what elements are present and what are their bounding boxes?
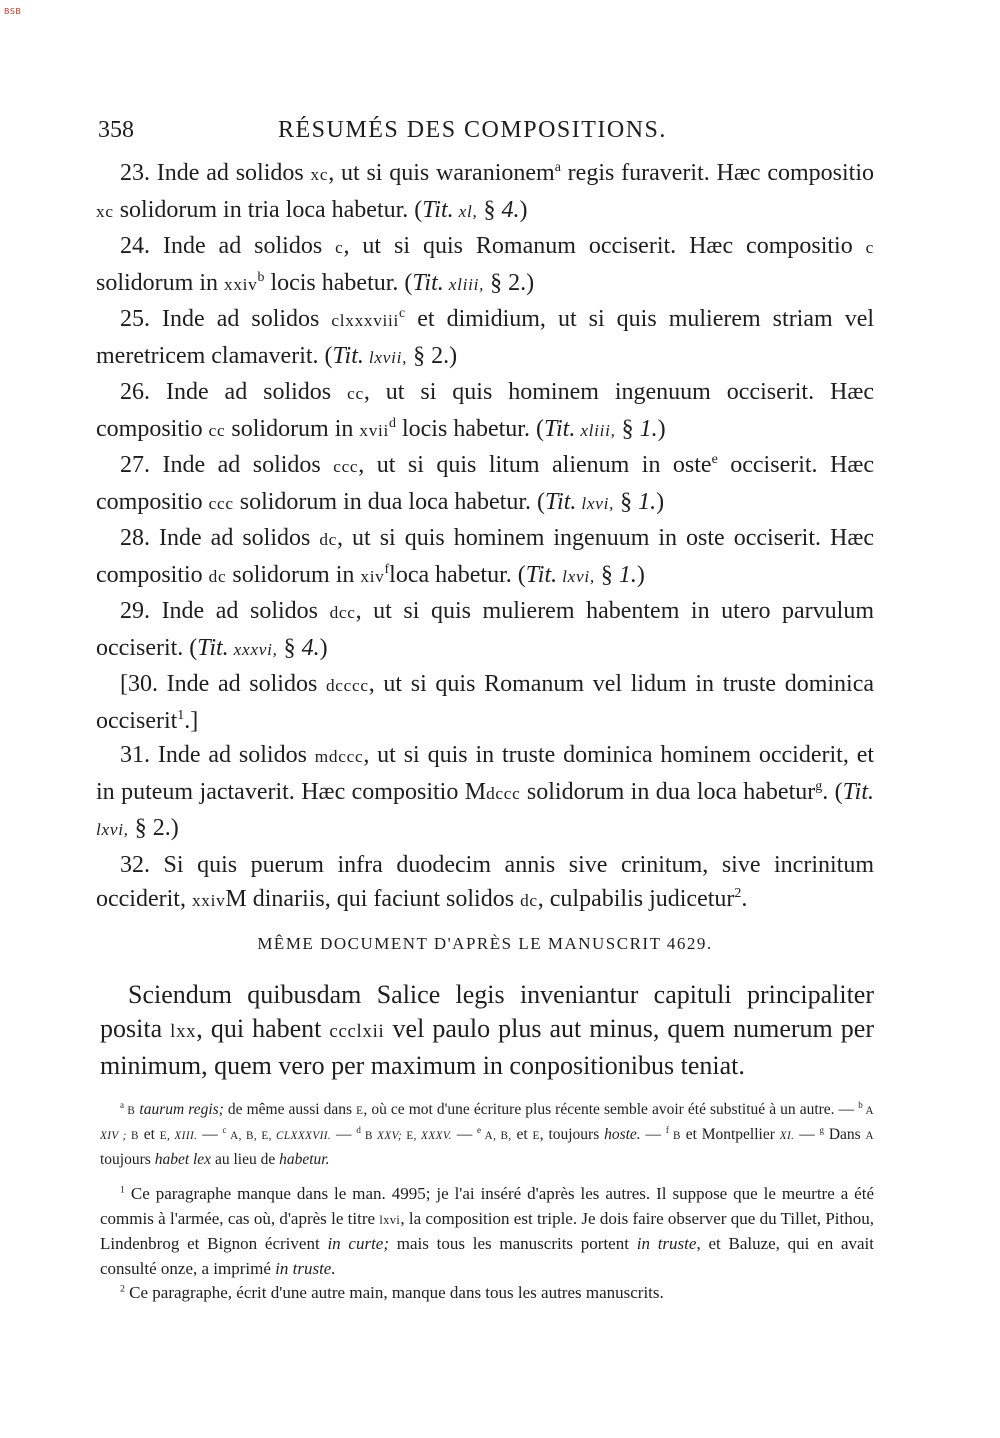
text-run: § xyxy=(594,561,619,588)
text-run: 29. xyxy=(120,598,150,624)
text-run: B xyxy=(360,1130,373,1142)
text-run: dccc xyxy=(486,783,521,803)
text-run: , ut si quis Romanum vel lidum in truste dominica occiserit xyxy=(96,671,875,734)
text-run: XXV; xyxy=(372,1130,403,1142)
library-stamp: BSB xyxy=(4,7,22,16)
text-run: ccclxii xyxy=(329,1021,385,1042)
text-run: xliii, xyxy=(443,274,485,294)
text-run: XI. xyxy=(779,1130,795,1142)
text-run: [30. xyxy=(120,671,158,697)
text-run: Tit. xyxy=(545,488,577,515)
text-run: 4. xyxy=(501,196,520,223)
intro-paragraph xyxy=(100,978,874,1083)
text-run: E xyxy=(159,1130,167,1142)
entry-32 xyxy=(96,848,874,919)
text-run: , ut si quis hominem ingenuum occiserit. Hæc compositio xyxy=(96,379,875,442)
text-run: Inde ad solidos xyxy=(161,598,330,624)
text-run: lxvi xyxy=(379,1212,401,1227)
text-run: et dimidium, ut si quis mulierem striam vel meretricem clamaverit. ( xyxy=(96,306,875,369)
text-run: taurum regis; xyxy=(135,1101,224,1118)
text-run: dc xyxy=(208,566,227,586)
text-run: solidorum in dua loca habetur. ( xyxy=(233,488,546,515)
text-run: 25. xyxy=(120,306,150,332)
text-run: XIV ; xyxy=(100,1130,127,1142)
text-run: , ut si quis hominem ingenuum in oste occiserit. Hæc compositio xyxy=(96,525,875,588)
text-run: c xyxy=(399,306,406,321)
text-run: lxvi, xyxy=(557,566,595,586)
text-run: Tit. xyxy=(197,634,229,661)
text-run: xxxvi, xyxy=(228,639,278,659)
text-run: d xyxy=(356,1124,361,1135)
text-run: a xyxy=(554,160,561,175)
entry-25 xyxy=(96,302,874,375)
text-run: vel paulo plus aut minus, quem numerum per minimum, quem vero per maximum in conpositionibus teniat. xyxy=(100,1014,875,1080)
text-run: xl, xyxy=(453,201,478,221)
text-run: d xyxy=(389,415,396,431)
text-run: cc xyxy=(347,384,364,403)
text-run: § 2.) xyxy=(128,815,179,841)
text-run: — xyxy=(331,1126,357,1143)
footnote-1 xyxy=(100,1182,874,1281)
text-run: xc xyxy=(310,165,329,184)
text-run: 1 xyxy=(120,1184,125,1196)
text-run: — xyxy=(794,1126,820,1143)
text-run: et Montpellier xyxy=(680,1126,780,1143)
text-run: 26. xyxy=(120,379,150,405)
text-run: solidorum in dua loca habetur xyxy=(520,778,816,805)
text-run: lxvi, xyxy=(96,820,129,839)
text-run: 28. xyxy=(120,525,150,551)
text-run: A xyxy=(865,1130,875,1142)
numbered-footnotes xyxy=(100,1182,874,1306)
text-run: f xyxy=(384,561,390,577)
text-run: et xyxy=(511,1126,533,1143)
text-run: XXXV. xyxy=(416,1130,452,1142)
text-run: clxxxviii xyxy=(331,311,400,330)
text-run: , la composition est triple. Je dois faire observer que du Tillet, Pithou, Lindenbrog et Bignon écrivent xyxy=(100,1208,874,1253)
text-run: Inde ad solidos xyxy=(166,671,326,697)
text-run: — xyxy=(197,1126,223,1143)
text-run: solidorum in tria loca habetur. ( xyxy=(113,196,423,223)
text-run: hoste. xyxy=(604,1126,641,1143)
text-run: habetur. xyxy=(279,1151,330,1168)
text-run: Si quis puerum infra duodecim annis sive crinitum, sive incrinitum occiderit, xyxy=(96,851,875,912)
entry-30 xyxy=(96,667,874,738)
text-run: Tit. xyxy=(332,342,364,369)
text-run: — xyxy=(640,1126,666,1143)
text-run: , et Baluze, qui en avait consulté onze, a imprimé xyxy=(100,1234,875,1278)
text-run: locis habetur. ( xyxy=(395,415,544,442)
text-run: Tit. xyxy=(525,561,558,588)
text-run: B xyxy=(124,1105,136,1117)
text-run: § 2.) xyxy=(407,342,458,369)
text-run: ) xyxy=(656,488,665,515)
entry-29 xyxy=(96,594,874,667)
text-run: Inde ad solidos xyxy=(159,525,320,551)
text-run: loca habetur. ( xyxy=(389,561,526,588)
text-run: 2 xyxy=(734,886,742,901)
text-run: , ut si quis mulierem habentem in utero parvulum occiserit. ( xyxy=(96,598,875,661)
text-run: , ut si quis waranionem xyxy=(328,160,555,186)
text-run: § xyxy=(477,196,502,223)
text-run: a xyxy=(120,1099,124,1110)
text-run: Inde ad solidos xyxy=(165,379,348,405)
text-run: 32. xyxy=(120,851,150,878)
text-run: in curte; xyxy=(327,1234,390,1253)
text-run: b xyxy=(858,1099,863,1110)
text-run: xvii xyxy=(359,420,390,440)
text-run: , ut si quis litum alienum in oste xyxy=(358,452,712,478)
compositions-list xyxy=(96,156,874,919)
text-run: Tit. xyxy=(842,778,874,805)
section-subheading: MÊME DOCUMENT D'APRÈS LE MANUSCRIT 4629. xyxy=(257,934,713,953)
text-run: xxiv xyxy=(191,891,226,910)
text-run: § xyxy=(614,488,639,515)
text-run: , où ce mot d'une écriture plus récente semble avoir été substitué à un autre. — xyxy=(363,1101,859,1118)
entry-24 xyxy=(96,229,874,302)
text-run: 27. xyxy=(120,452,150,478)
text-run: Inde ad solidos xyxy=(162,452,334,478)
text-run: E xyxy=(356,1105,364,1117)
text-run: xiv xyxy=(360,566,385,586)
text-run: Tit. xyxy=(543,415,576,442)
text-run: § xyxy=(615,415,640,442)
text-run: E, xyxy=(402,1130,417,1142)
text-run: ) xyxy=(636,561,645,588)
text-run: 1. xyxy=(618,561,637,588)
text-run: , culpabilis judicetur xyxy=(537,886,735,912)
page-number: 358 xyxy=(98,117,134,143)
text-run: B xyxy=(668,1130,681,1142)
text-run: in truste xyxy=(636,1234,697,1253)
text-run: mais tous les manuscrits portent xyxy=(389,1234,637,1253)
text-run: Sciendum quibusdam Salice legis inveniantur capituli principaliter posita xyxy=(100,980,874,1043)
text-run: in truste. xyxy=(275,1258,336,1278)
lettered-footnotes xyxy=(100,1098,874,1171)
text-run: c xyxy=(222,1124,227,1135)
text-run: , ut si quis in truste dominica hominem occiderit, et in puteum jactaverit. Hæc compositio M xyxy=(96,742,875,805)
text-run: xc xyxy=(96,201,114,221)
text-run: Inde ad solidos xyxy=(162,233,336,259)
text-run: f xyxy=(665,1124,669,1135)
text-run: g xyxy=(819,1124,825,1135)
text-run: solidorum in xyxy=(226,561,361,588)
text-run: , toujours xyxy=(539,1126,605,1143)
footnote-2 xyxy=(100,1281,874,1306)
text-run: 4. xyxy=(301,634,320,661)
text-run: ccc xyxy=(208,493,234,513)
text-run: g xyxy=(815,778,823,794)
text-run: Dans xyxy=(824,1126,866,1143)
text-run: cc xyxy=(208,420,226,440)
text-run: 23. xyxy=(120,160,150,186)
text-run: Ce paragraphe manque dans le man. 4995; je l'ai inséré d'après les autres. Il suppose que le meurtre a été commis à l'armée, cas où, d'après le titre xyxy=(100,1184,874,1228)
text-run: locis habetur. ( xyxy=(264,269,413,296)
text-run: M dinariis, qui faciunt solidos xyxy=(225,886,521,912)
text-run: Inde ad solidos xyxy=(157,742,315,768)
text-run: ) xyxy=(519,196,528,223)
text-run: A, B, E, xyxy=(226,1130,272,1142)
text-run: 1 xyxy=(177,707,185,723)
page-header xyxy=(98,117,874,147)
text-run: . ( xyxy=(822,778,843,805)
text-run: CLXXXVII. xyxy=(271,1130,332,1142)
text-run: Tit. xyxy=(412,269,444,296)
text-run: 24. xyxy=(120,233,150,259)
text-run: Tit. xyxy=(422,196,454,223)
text-run: 31. xyxy=(120,742,150,768)
text-run: Ce paragraphe, écrit d'une autre main, manque dans tous les autres manuscrits. xyxy=(124,1283,664,1302)
text-run: xliii, xyxy=(575,420,616,440)
text-run: lxx xyxy=(170,1021,197,1042)
text-run: , XIII. xyxy=(167,1130,198,1142)
text-run: solidorum in xyxy=(225,415,360,442)
running-title: RÉSUMÉS DES COMPOSITIONS. xyxy=(278,117,667,143)
text-run: Inde ad solidos xyxy=(156,160,311,186)
text-run: A xyxy=(862,1105,875,1117)
text-run: au lieu de xyxy=(211,1151,280,1168)
text-run: ccc xyxy=(333,457,359,476)
text-run: e xyxy=(477,1124,482,1135)
text-run: et xyxy=(138,1126,160,1143)
text-run: occiserit. Hæc compositio xyxy=(96,452,875,515)
text-run: 2 xyxy=(120,1283,125,1295)
text-run: E xyxy=(532,1130,540,1142)
text-run: b xyxy=(257,269,265,285)
entry-27 xyxy=(96,448,874,521)
text-run: regis furaverit. Hæc compositio xyxy=(560,160,874,186)
text-run: ) xyxy=(657,415,666,442)
text-run: 1. xyxy=(639,415,658,442)
text-run: dcccc xyxy=(325,676,369,695)
text-run: B xyxy=(126,1130,139,1142)
text-run: .] xyxy=(184,707,199,734)
text-run: c xyxy=(335,238,344,257)
text-run: c xyxy=(865,238,875,257)
text-run: Inde ad solidos xyxy=(162,306,332,332)
text-run: ) xyxy=(319,634,328,661)
text-run: , qui habent xyxy=(196,1014,330,1043)
text-run: , ut si quis Romanum occiserit. Hæc compositio xyxy=(343,233,866,259)
text-run: — xyxy=(451,1126,478,1143)
text-run: dcc xyxy=(329,603,356,622)
text-run: § 2.) xyxy=(484,269,535,296)
text-run: de même aussi dans xyxy=(223,1101,357,1118)
text-run: xxiv xyxy=(224,274,258,294)
text-run: lxvi, xyxy=(576,493,615,513)
entry-26 xyxy=(96,375,874,448)
text-run: dc xyxy=(319,530,338,549)
text-run: . xyxy=(741,886,748,912)
text-run: lxvii, xyxy=(363,347,408,367)
text-run: dc xyxy=(520,891,538,910)
entry-28 xyxy=(96,521,874,594)
text-run: 1. xyxy=(638,488,657,515)
entry-31 xyxy=(96,738,874,848)
text-run: toujours xyxy=(100,1151,155,1168)
text-run: solidorum in xyxy=(96,269,225,296)
entry-23 xyxy=(96,156,874,229)
text-run: e xyxy=(711,452,718,467)
text-run: § xyxy=(277,634,302,661)
text-run: mdccc xyxy=(314,747,364,766)
text-run: habet lex xyxy=(154,1151,212,1168)
text-run: A, B, xyxy=(481,1130,512,1142)
